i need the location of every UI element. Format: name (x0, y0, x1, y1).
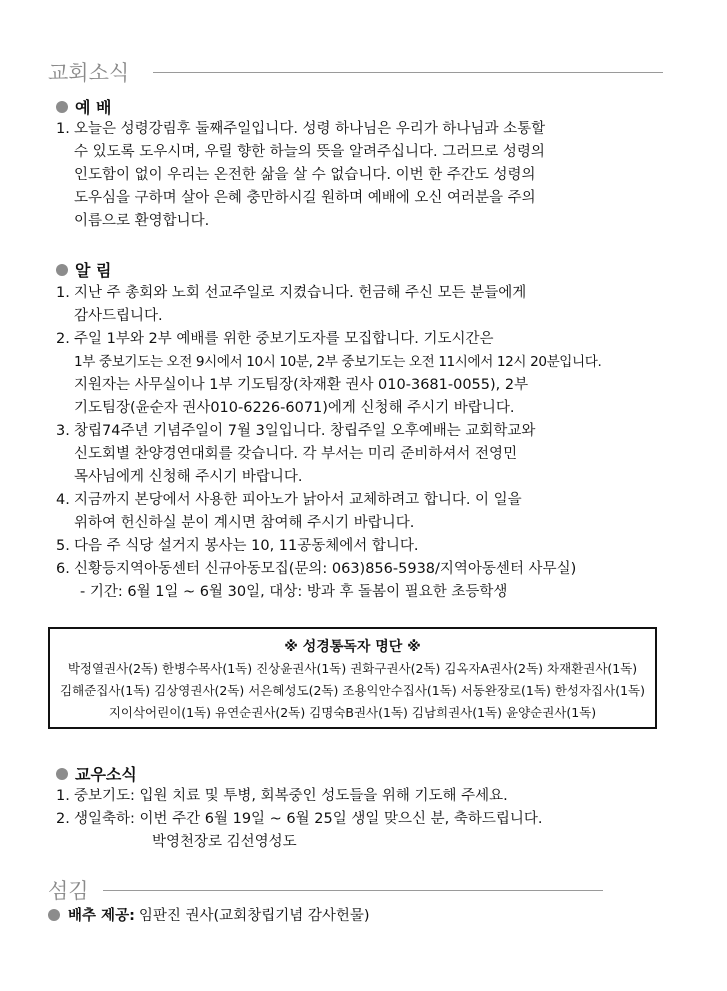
section-title: 섬김 (48, 879, 89, 903)
item-line: 감사드립니다. (74, 308, 163, 324)
list-item (56, 282, 656, 328)
item-number: 4. (56, 492, 70, 508)
item-number: 1. (56, 121, 70, 137)
item-line: 지난 주 총회와 노회 선교주일로 지켰습니다. 헌금해 주신 모든 분들에게 (74, 285, 527, 301)
church-news-heading (48, 57, 663, 87)
item-line: 인도함이 없이 우리는 온전한 삶을 살 수 없습니다. 이번 한 주간도 성령의 (74, 167, 536, 183)
item-line: 목사님에게 신청해 주시기 바랍니다. (74, 469, 303, 485)
item-line: 중보기도: 입원 치료 및 투병, 회복중인 성도들을 위해 기도해 주세요. (74, 788, 508, 804)
item-number: 6. (56, 561, 70, 577)
item-line: 신황등지역아동센터 신규아동모집(문의: 063)856-5938/지역아동센터 사무실) (74, 561, 577, 577)
item-line: 주일 1부와 2부 예배를 위한 중보기도자를 모집합니다. 기도시간은 (74, 331, 494, 347)
list-item (56, 118, 656, 233)
item-line: 창립74주년 기념주일이 7월 3일입니다. 창립주일 오후예배는 교회학교와 (74, 423, 536, 439)
bullet-icon (56, 768, 68, 780)
donation-line (48, 904, 370, 925)
item-line: 지금까지 본당에서 사용한 피아노가 낡아서 교체하려고 합니다. 이 일을 (74, 492, 522, 508)
worship-list (56, 118, 656, 233)
bullet-icon (56, 101, 68, 113)
item-line: 수 있도록 도우시며, 우릴 향한 하늘의 뜻을 알려주십니다. 그러므로 성령의 (74, 144, 545, 160)
list-item (56, 785, 656, 808)
item-number: 5. (56, 538, 70, 554)
item-number: 3. (56, 423, 70, 439)
box-title: ※ 성경통독자 명단 ※ (284, 639, 421, 655)
item-line: 기도팀장(윤순자 권사010-6226-6071)에게 신청해 주시기 바랍니다. (74, 400, 515, 416)
item-line: 1부 중보기도는 오전 9시에서 10시 10분, 2부 중보기도는 오전 11시에서 12시 20분입니다. (74, 354, 602, 370)
item-line: 도우심을 구하며 살아 은혜 충만하시길 원하며 예배에 오신 여러분을 주의 (74, 190, 536, 206)
notice-subheading (56, 258, 111, 281)
donation-text: 임판진 권사(교회창립기념 감사헌물) (138, 908, 370, 924)
bullet-icon (56, 264, 68, 276)
readers-line: 박정열권사(2독) 한병수목사(1독) 진상윤권사(1독) 권화구권사(2독) 김옥자A권사(2독) 차재환권사(1독) (67, 661, 638, 676)
list-item (56, 808, 656, 854)
subheading-label: 교우소식 (75, 765, 137, 784)
item-number: 1. (56, 285, 70, 301)
item-number: 2. (56, 331, 70, 347)
heading-rule (103, 890, 603, 891)
readers-line: 지이삭어린이(1독) 유연순권사(2독) 김명숙B권사(1독) 김남희권사(1독) 윤양순권사(1독) (108, 705, 597, 720)
subheading-label: 예 배 (75, 98, 112, 117)
donation-label: 배추 제공: (68, 908, 135, 924)
item-line: 신도회별 찬양경연대회를 갖습니다. 각 부서는 미리 준비하셔서 전영민 (74, 446, 518, 462)
list-item (56, 535, 656, 558)
section-title: 교회소식 (48, 61, 130, 85)
item-line: 생일축하: 이번 주간 6월 19일 ~ 6월 25일 생일 맞으신 분, 축하드립니다. (74, 811, 543, 827)
members-subheading (56, 762, 137, 785)
item-line: 박영천장로 김선영성도 (152, 834, 297, 850)
bullet-icon (48, 909, 60, 921)
list-item (56, 489, 656, 535)
item-line: 오늘은 성령강림후 둘째주일입니다. 성령 하나님은 우리가 하나님과 소통할 (74, 121, 546, 137)
item-number: 1. (56, 788, 70, 804)
heading-rule (153, 72, 663, 73)
readers-line: 김해준집사(1독) 김상영권사(2독) 서은혜성도(2독) 조용익안수집사(1독) 서동완장로(1독) 한성자집사(1독) (60, 683, 645, 698)
item-line: - 기간: 6월 1일 ~ 6월 30일, 대상: 방과 후 돌봄이 필요한 초등학생 (80, 584, 508, 600)
item-number: 2. (56, 811, 70, 827)
members-list (56, 785, 656, 854)
subheading-label: 알 림 (75, 261, 112, 280)
bible-readers-box (48, 627, 657, 729)
list-item (56, 420, 656, 489)
item-line: 지원자는 사무실이나 1부 기도팀장(차재환 권사 010-3681-0055), 2부 (74, 377, 529, 393)
item-line: 이름으로 환영합니다. (74, 213, 210, 229)
item-line: 위하여 헌신하실 분이 계시면 참여해 주시기 바랍니다. (74, 515, 415, 531)
worship-subheading (56, 95, 111, 118)
item-line: 다음 주 식당 설거지 봉사는 10, 11공동체에서 합니다. (74, 538, 419, 554)
list-item (56, 558, 656, 604)
notice-list (56, 282, 656, 604)
service-heading (48, 875, 603, 905)
list-item (56, 328, 656, 420)
